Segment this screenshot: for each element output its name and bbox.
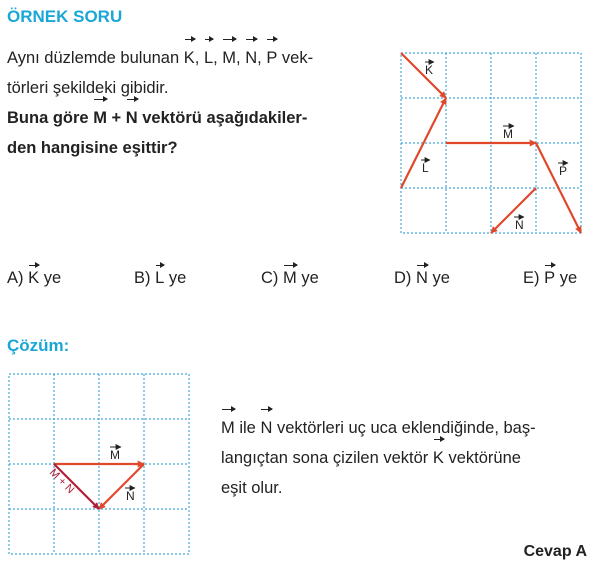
label-p: P bbox=[559, 164, 568, 178]
option-suffix: ye bbox=[301, 269, 319, 287]
solution-text-part: vektörüne bbox=[443, 449, 521, 467]
plus-sign: + bbox=[106, 109, 126, 127]
answer: Cevap A bbox=[523, 543, 587, 560]
vector-n-arrow bbox=[491, 188, 536, 233]
question-line-1-end: vek- bbox=[277, 49, 314, 67]
separator: , bbox=[257, 49, 267, 67]
question-line-1 bbox=[7, 43, 387, 73]
solution-label-sum: M + N bbox=[46, 466, 77, 497]
solution-line-1 bbox=[221, 413, 591, 443]
option-vector: P bbox=[544, 269, 556, 287]
option-letter: E) bbox=[523, 269, 540, 287]
question-line-3-end: vektörü aşağıdakiler- bbox=[137, 109, 308, 127]
separator: , bbox=[236, 49, 246, 67]
option-letter: B) bbox=[134, 269, 151, 287]
question-line-4: den hangisine eşittir? bbox=[7, 139, 178, 157]
option-suffix: ye bbox=[432, 269, 450, 287]
option-letter: D) bbox=[394, 269, 412, 287]
question-line-3-start: Buna göre bbox=[7, 109, 94, 127]
solution-label-m: M bbox=[110, 448, 120, 462]
question-text bbox=[7, 43, 387, 163]
vector-n: N bbox=[245, 43, 257, 73]
solution-text-part: langıçtan sona çizilen vektör bbox=[221, 449, 433, 467]
solution-heading: Çözüm: bbox=[7, 336, 70, 355]
vector-m: M bbox=[93, 103, 107, 133]
solution-text-part: vektörleri uç uca eklendiğinde, baş- bbox=[272, 419, 536, 437]
question-line-1-start: Aynı düzlemde bulunan bbox=[7, 49, 184, 67]
solution-text bbox=[221, 413, 591, 503]
option-c[interactable] bbox=[261, 269, 319, 288]
option-vector: N bbox=[416, 269, 428, 287]
vector-k-arrow bbox=[401, 53, 446, 98]
label-m: M bbox=[503, 127, 513, 141]
vector-l: L bbox=[204, 43, 213, 73]
question-heading: ÖRNEK SORU bbox=[7, 7, 123, 26]
question-figure bbox=[395, 48, 590, 240]
option-b[interactable] bbox=[134, 269, 186, 288]
solution-line-3: eşit olur. bbox=[221, 479, 283, 497]
option-suffix: ye bbox=[559, 269, 578, 287]
option-letter: A) bbox=[7, 269, 24, 287]
vector-n: N bbox=[260, 413, 272, 443]
vector-k: K bbox=[433, 443, 444, 473]
option-suffix: ye bbox=[43, 269, 62, 287]
solution-vector-n-arrow bbox=[99, 464, 144, 509]
vector-n: N bbox=[126, 103, 138, 133]
separator: , bbox=[194, 49, 204, 67]
option-vector: L bbox=[155, 269, 165, 287]
separator: , bbox=[213, 49, 223, 67]
question-line-2: törleri şekildeki gibidir. bbox=[7, 79, 169, 97]
label-l: L bbox=[422, 161, 429, 175]
question-line-3 bbox=[7, 103, 387, 133]
label-n: N bbox=[515, 218, 524, 232]
option-suffix: ye bbox=[168, 269, 187, 287]
option-letter: C) bbox=[261, 269, 279, 287]
solution-label-n: N bbox=[126, 489, 135, 503]
vector-m: M bbox=[222, 43, 236, 73]
option-vector: K bbox=[28, 269, 40, 287]
option-a[interactable] bbox=[7, 269, 61, 288]
vector-k: K bbox=[184, 43, 195, 73]
option-vector: M bbox=[283, 269, 297, 287]
option-e[interactable] bbox=[523, 269, 577, 288]
solution-line-2 bbox=[221, 443, 591, 473]
vector-m: M bbox=[221, 413, 235, 443]
solution-text-part: ile bbox=[234, 419, 261, 437]
option-d[interactable] bbox=[394, 269, 450, 288]
solution-figure bbox=[5, 370, 195, 560]
vector-p: P bbox=[266, 43, 277, 73]
label-k: K bbox=[425, 63, 434, 77]
